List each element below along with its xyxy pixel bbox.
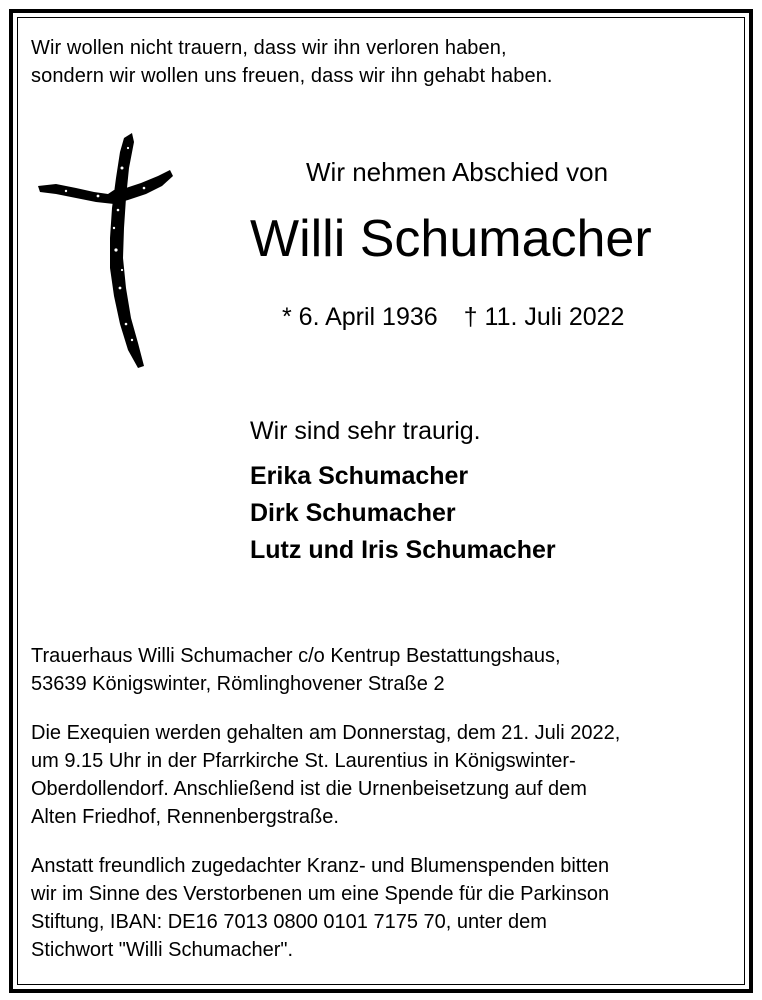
sad-line: Wir sind sehr traurig. — [250, 417, 481, 445]
mourner-name: Dirk Schumacher — [250, 499, 456, 527]
cross-icon — [36, 128, 176, 373]
motto — [31, 34, 553, 90]
service-line: Oberdollendorf. Anschließend ist die Urnenbeisetzung auf dem — [31, 778, 587, 800]
donation-line: wir im Sinne des Verstorbenen um eine Spende für die Parkinson — [31, 883, 610, 905]
life-dates — [282, 300, 624, 334]
mourner-name: Lutz und Iris Schumacher — [250, 536, 556, 564]
donation-line: Stichwort "Willi Schumacher". — [31, 939, 294, 961]
birth-date: * 6. April 1936 — [282, 303, 438, 331]
donation-line: Anstatt freundlich zugedachter Kranz- und Blumenspenden bitten — [31, 855, 610, 877]
motto-line: Wir wollen nicht trauern, dass wir ihn verloren haben, — [31, 37, 507, 59]
mourner-name: Erika Schumacher — [250, 462, 469, 490]
mourners-list — [250, 458, 556, 569]
deceased-name: Willi Schumacher — [250, 210, 652, 268]
address-line: Trauerhaus Willi Schumacher c/o Kentrup Bestattungshaus, — [31, 645, 561, 667]
service-details — [31, 719, 620, 831]
farewell-intro: Wir nehmen Abschied von — [306, 157, 609, 187]
address-line: 53639 Königswinter, Römlinghovener Straße 2 — [31, 673, 445, 695]
service-line: Die Exequien werden gehalten am Donnerstag, dem 21. Juli 2022, — [31, 722, 621, 744]
donation-request — [31, 852, 609, 964]
service-line: um 9.15 Uhr in der Pfarrkirche St. Laurentius in Königswinter- — [31, 750, 576, 772]
death-date: † 11. Juli 2022 — [463, 303, 625, 331]
donation-line: Stiftung, IBAN: DE16 7013 0800 0101 7175 70, unter dem — [31, 911, 547, 933]
service-line: Alten Friedhof, Rennenbergstraße. — [31, 806, 339, 828]
motto-line: sondern wir wollen uns freuen, dass wir ihn gehabt haben. — [31, 65, 553, 87]
mourning-house-address — [31, 642, 561, 698]
